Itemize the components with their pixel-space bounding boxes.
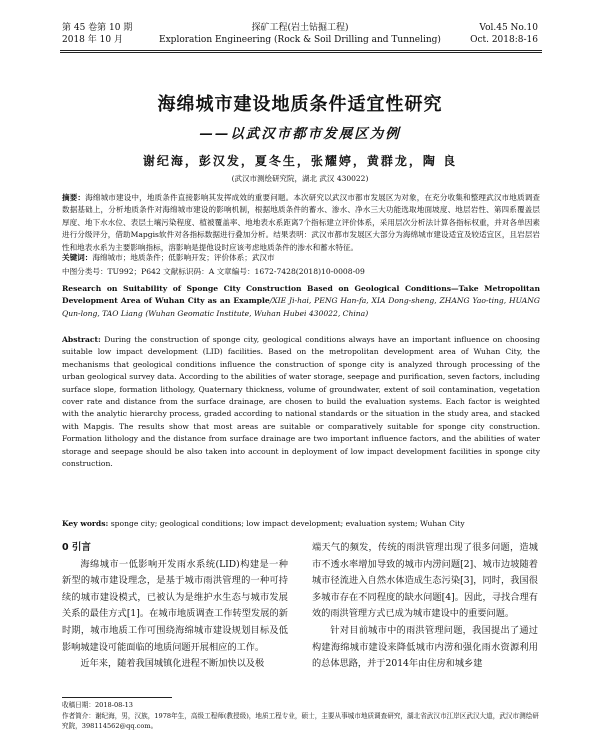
paper-title: 海绵城市建设地质条件适宜性研究 — [157, 94, 443, 115]
body-paragraph: 针对目前城市中的雨洪管理问题，我国提出了通过构建海绵城市建设来降低城市内涝和强化雨水资源利用的总体思路，并于2014年由住房和城乡建 — [312, 624, 538, 670]
body-right-column — [312, 540, 538, 673]
journal-pages-en: Oct. 2018:8-16 — [470, 35, 538, 45]
body-paragraph: 海绵城市一低影响开发雨水系统(LID)构建是一种新型的城市建设理念，是基于城市雨洪管理的一种可持续的城市建设模式，已被认为是维护水生态与城市发展关系的最佳方式[1]。在城市地质调查工作转型发展的新时期，城市地质工作可围绕海绵城市建设规划目标及低影响城建设可能面临的地质问题开展相应的工作。 — [62, 558, 288, 653]
footnote-received: 收稿日期：2018-08-13 — [62, 701, 133, 709]
header-rule — [60, 50, 542, 51]
en-abstract — [62, 334, 540, 470]
cn-abstract-label: 摘要： — [62, 193, 86, 202]
en-keywords-text: sponge city; geological conditions; low impact development; evaluation system; Wuhan City — [110, 519, 465, 528]
section-heading: 0 引言 — [62, 542, 91, 553]
cn-keywords — [62, 252, 540, 264]
journal-name-en: Exploration Engineering (Rock & Soil Drilling and Tunneling) — [159, 35, 441, 45]
en-abstract-label: Abstract: — [62, 335, 101, 344]
cn-keywords-text: 海绵城市；地质条件；低影响开发；评价体系；武汉市 — [92, 253, 275, 262]
journal-date: 2018 年 10 月 — [62, 35, 123, 45]
journal-issue-en — [470, 22, 538, 46]
en-keywords-label: Key words: — [62, 519, 109, 528]
journal-volume-en: Vol.45 No.10 — [479, 23, 538, 33]
affiliation: (武汉市测绘研究院，湖北 武汉 430022) — [231, 174, 369, 183]
en-affiliation: (Wuhan Geomatic Institute, Wuhan Hubei 430022, China) — [145, 308, 369, 318]
body-left-column — [62, 540, 288, 673]
en-authors: /XIE Ji-hai, PENG Han-fa, XIA Dong-sheng, ZHANG Yao-ting, HUANG Qun-long, TAO Liang — [62, 296, 540, 318]
footnote-author: 作者简介：谢纪海，男，汉族，1978年生，高级工程师(教授级)，地质工程专业，硕士，主要从事城市地质调查研究，湖北省武汉市江岸区武汉大道，武汉市测绘研究院，398114562@qq.com。 — [62, 711, 539, 730]
en-abstract-text: During the construction of sponge city, geological conditions always have an important influence on choosing suitable low impact development (LID) facilities. Based on the metropolitan development area of Wuhan City, the mechanisms that geological conditions influence the construction of sponge city is analyzed through processing of the urban geological survey data. According to the abilities of water storage, seepage and purification, seven factors, including surface slope, formation lithology, Quaternary thickness, volume of groundwater, extent of soil contamination, vegetation cover rate and distance from the surface drainage, are chosen to build the evaluation systems. Each factor is weighted with the analytic hierarchy process, graded according to national standards or the situation in the study area, and stacked with Mapgis. The results show that most areas are suitable or comparatively suitable for sponge city construction. Formation lithology and the distance from surface drainage are two important influence factors, and the abilities of water storage and seepage should be also taken into account in deployment of low impact development facilities in sponge city construction. — [62, 335, 541, 469]
en-title: Research on Suitability of Sponge City Construction Based on Geological Conditions—Take Metropolitan Development Area of Wuhan City as an Example — [62, 284, 540, 306]
body-paragraph: 端天气的频发，传统的雨洪管理出现了很多问题，造城市不透水率增加导致的城市内涝问题[2]、城市边坡随着城市径流进入自然水体造成生态污染[3]，同时，我国很多城市存在不同程度的缺水问题[4]。因此，寻找合理有效的雨洪管理方式已成为城市建设中的重要问题。 — [312, 542, 538, 620]
header-rule-thin — [60, 52, 542, 53]
en-title-block — [62, 283, 540, 320]
body-paragraph: 近年来，随着我国城镇化进程不断加快以及极 — [80, 658, 265, 670]
en-keywords — [62, 518, 540, 530]
classification-line: 中图分类号：TU992；P642 文献标识码：A 文章编号：1672-7428(2018)10-0008-09 — [62, 267, 365, 276]
journal-name-cn: 探矿工程(岩土钻掘工程) — [251, 23, 349, 33]
paper-subtitle: ——以武汉市都市发展区为例 — [199, 126, 401, 142]
cn-abstract-text: 海绵城市建设中，地质条件直接影响其发挥成效的重要问题。本次研究以武汉市都市发展区为对象，在充分收集和整理武汉市地质调查数据基础上，分析地质条件对海绵城市建设的影响机制，根据地质条件的蓄水、渗水、净水三大功能选取地面坡度、地层岩性、第四系覆盖层厚度、地下水水位、表层土壤污染程度、植被覆盖率、地地表水系距离7个指标建立评价体系，采用层次分析法计算各指标权重，并对各单因素进行分级评分，借助Mapgis软件对各指标数据进行叠加分析。结果表明：武汉市都市发展区大部分为海绵城市建设适宜及较适宜区，且岩层岩性和地表水系为主要影响指标，溶影响是提他设时应该考虑地质条件的渗水和蓄水特征。 — [62, 193, 540, 252]
cn-keywords-label: 关键词： — [62, 253, 93, 262]
footnote-rule — [62, 697, 172, 698]
cn-abstract — [62, 192, 540, 254]
author-list: 谢纪海，彭汉发，夏冬生，张耀婷，黄群龙，陶 良 — [142, 154, 458, 168]
footnote-block — [62, 700, 542, 732]
journal-volume: 第 45 卷第 10 期 — [62, 23, 133, 33]
